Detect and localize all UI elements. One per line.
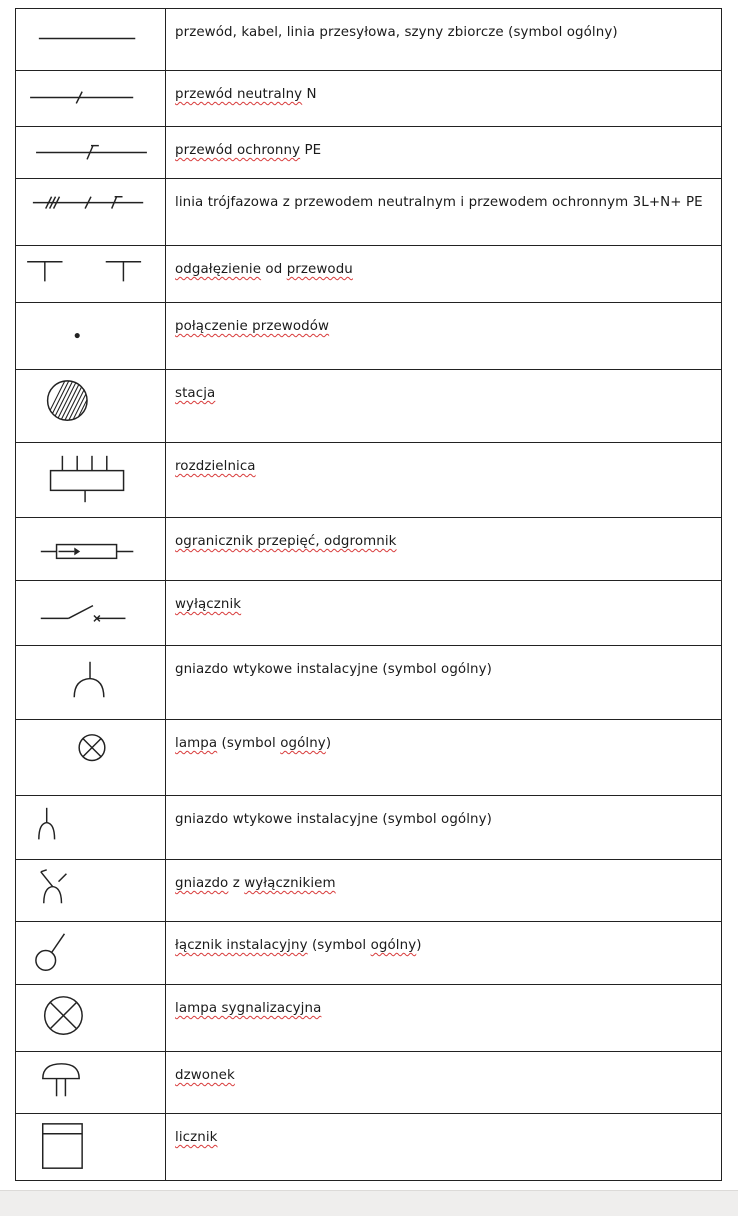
description-cell (166, 1114, 722, 1181)
description-cell (166, 303, 722, 370)
description-cell (166, 443, 722, 518)
description-text: połączenie przewodów (175, 319, 330, 334)
table-row (16, 246, 722, 303)
symbol-cell (16, 720, 166, 796)
table-row (16, 1114, 722, 1181)
table-row (16, 9, 722, 71)
description-text: od (261, 262, 287, 277)
table-row (16, 985, 722, 1052)
description-cell (166, 370, 722, 443)
symbol-cell (16, 581, 166, 646)
description-cell (166, 581, 722, 646)
symbols-table (15, 8, 722, 1181)
symbol-cell (16, 518, 166, 581)
description-text: lampa (175, 736, 218, 751)
description-text: wyłącznik (175, 597, 242, 612)
table-row (16, 179, 722, 246)
description-cell (166, 860, 722, 922)
table-row (16, 443, 722, 518)
description-text: dzwonek (175, 1068, 235, 1083)
symbol-cell (16, 9, 166, 71)
description-text: łącznik instalacyjny (175, 938, 308, 953)
table-row (16, 922, 722, 985)
symbol-cell (16, 443, 166, 518)
symbol-cell (16, 646, 166, 720)
table-row (16, 720, 722, 796)
table-row (16, 796, 722, 860)
description-text: ogólny (370, 938, 417, 953)
description-cell (166, 71, 722, 127)
description-text: gniazdo wtykowe instalacyjne (symbol ogólny) (175, 812, 492, 827)
symbol-cell (16, 71, 166, 127)
symbol-cell (16, 370, 166, 443)
description-cell (166, 922, 722, 985)
description-text: licznik (175, 1130, 218, 1145)
description-text: gniazdo (175, 876, 229, 891)
table-row (16, 370, 722, 443)
description-cell (166, 985, 722, 1052)
symbol-cell (16, 796, 166, 860)
description-text: przewód neutralny (175, 87, 303, 102)
description-cell (166, 646, 722, 720)
footer-bar (0, 1190, 738, 1216)
description-text: przewód, kabel, linia przesyłowa, szyny zbiorcze (symbol ogólny) (175, 25, 618, 40)
table-row (16, 581, 722, 646)
description-cell (166, 1052, 722, 1114)
symbol-cell (16, 127, 166, 179)
symbol-cell (16, 1114, 166, 1181)
description-text: lampa sygnalizacyjna (175, 1001, 322, 1016)
symbol-cell (16, 860, 166, 922)
description-text: N (302, 87, 317, 102)
description-text: gniazdo wtykowe instalacyjne (symbol ogólny) (175, 662, 492, 677)
description-text: przewód ochronny (175, 143, 301, 158)
symbol-cell (16, 985, 166, 1052)
table-row (16, 303, 722, 370)
symbol-cell (16, 179, 166, 246)
description-text: rozdzielnica (175, 459, 256, 474)
table-row (16, 1052, 722, 1114)
description-text: przewodu (286, 262, 353, 277)
description-text: (symbol (217, 736, 281, 751)
table-row (16, 127, 722, 179)
description-cell (166, 720, 722, 796)
description-text: linia trójfazowa z przewodem neutralnym i przewodem ochronnym 3L+N+ PE (175, 195, 703, 210)
description-cell (166, 9, 722, 71)
description-text: wyłącznikiem (244, 876, 336, 891)
description-text: odgałęzienie (175, 262, 262, 277)
table-row (16, 518, 722, 581)
description-cell (166, 179, 722, 246)
symbol-cell (16, 922, 166, 985)
description-text: z (228, 876, 245, 891)
symbol-cell (16, 1052, 166, 1114)
description-text: ogólny (280, 736, 326, 751)
table-row (16, 860, 722, 922)
description-cell (166, 518, 722, 581)
description-text: (symbol (307, 938, 371, 953)
description-text: ) (416, 938, 422, 953)
description-cell (166, 127, 722, 179)
description-cell (166, 796, 722, 860)
description-text: ) (325, 736, 332, 751)
symbol-cell (16, 246, 166, 303)
description-cell (166, 246, 722, 303)
description-text: stacja (175, 386, 216, 401)
symbol-cell (16, 303, 166, 370)
table-row (16, 646, 722, 720)
description-text: PE (300, 143, 322, 158)
description-text: ogranicznik przepięć, odgromnik (175, 534, 397, 549)
table-row (16, 71, 722, 127)
